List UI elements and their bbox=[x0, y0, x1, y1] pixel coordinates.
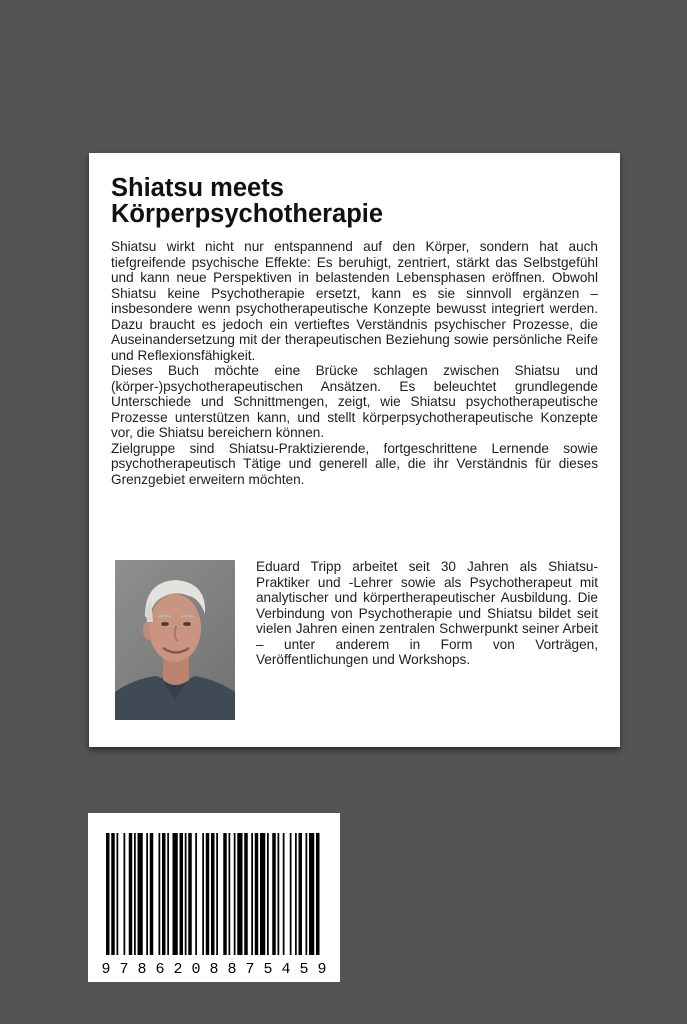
barcode-bar-9 bbox=[159, 833, 161, 955]
barcode-bar-33 bbox=[290, 833, 292, 955]
barcode-bar-16 bbox=[195, 833, 197, 955]
barcode-bar-36 bbox=[306, 833, 308, 955]
barcode-bar-3 bbox=[124, 833, 126, 955]
barcode-bar-24 bbox=[237, 833, 242, 955]
blurb-paragraph-1: Shiatsu wirkt nicht nur entspannend auf den Körper, sondern hat auch tiefgreifende psychische Effekte: Es beruhigt, zentriert, stärkt das Selbstgefühl und kann neue Perspektiven in belastenden Lebensphasen eröffnen. Obwohl Shiatsu keine Psychotherapie ersetzt, kann es sie sinnvoll ergänzen – insbesondere wenn psychotherapeutische Konzepte bewusst integriert werden. Dazu braucht es jedoch ein vertieftes Verständnis psychischer Prozesse, die Auseinandersetzung mit der therapeutischen Beziehung sowie persönliche Reife und Reflexionsfähigkeit. bbox=[111, 239, 598, 363]
author-portrait-illustration bbox=[115, 560, 235, 720]
barcode-bar-28 bbox=[260, 833, 265, 955]
barcode-bar-12 bbox=[173, 833, 178, 955]
barcode-bar-11 bbox=[167, 833, 169, 955]
barcode-bar-25 bbox=[244, 833, 248, 955]
isbn-barcode bbox=[88, 813, 340, 982]
blurb bbox=[111, 239, 598, 487]
barcode-bar-22 bbox=[229, 833, 231, 955]
barcode-bar-15 bbox=[188, 833, 192, 955]
barcode-bar-38 bbox=[316, 833, 320, 955]
barcode-bar-5 bbox=[134, 833, 136, 955]
barcode-bar-6 bbox=[138, 833, 143, 955]
author-bio: Eduard Tripp arbeitet seit 30 Jahren als Shiatsu-Praktiker und -Lehrer sowie als Psychotherapeut mit analytischer und körpertherapeutischer Ausbildung. Die Verbindung von Psychotherapie und Shiatsu bildet seit vielen Jahren einen zentralen Schwerpunkt seiner Arbeit – unter anderem in Form von Vorträgen, Veröffentlichungen und Workshops. bbox=[256, 559, 598, 667]
barcode-bar-7 bbox=[146, 833, 148, 955]
barcode-bar-8 bbox=[150, 833, 154, 955]
book-title bbox=[111, 175, 598, 227]
author-section bbox=[111, 559, 598, 721]
barcode-bar-34 bbox=[295, 833, 297, 955]
barcode-bar-19 bbox=[211, 833, 215, 955]
barcode-bar-32 bbox=[283, 833, 285, 955]
barcode-bar-14 bbox=[185, 833, 187, 955]
barcode-bar-29 bbox=[267, 833, 269, 955]
barcode-graphic bbox=[88, 813, 340, 982]
book-title-line-1: Shiatsu meets bbox=[111, 174, 284, 202]
barcode-bar-31 bbox=[278, 833, 280, 955]
barcode-bar-37 bbox=[309, 833, 314, 955]
blurb-paragraph-3: Zielgruppe sind Shiatsu-Praktizierende, fortgeschrittene Lernende sowie psychotherapeutisch Tätige und generell alle, die ihr Verständnis für dieses Grenzgebiet erweitern möchten. bbox=[111, 440, 598, 487]
barcode-bar-10 bbox=[162, 833, 166, 955]
barcode-bar-20 bbox=[216, 833, 218, 955]
barcode-bar-26 bbox=[251, 833, 253, 955]
barcode-bar-23 bbox=[234, 833, 236, 955]
back-cover-card bbox=[89, 153, 620, 747]
barcode-bar-17 bbox=[202, 833, 204, 955]
barcode-bar-2 bbox=[117, 833, 119, 955]
barcode-bar-27 bbox=[255, 833, 259, 955]
blurb-paragraph-2: Dieses Buch möchte eine Brücke schlagen zwischen Shiatsu und (körper-)psychotherapeutischen Ansätzen. Es beleuchtet grundlegende Unterschiede und Schnittmengen, zeigt, wie Shiatsu psychotherapeutische Prozesse unterstützen kann, und stellt körperpsychotherapeutische Konzepte vor, die Shiatsu bereichern können. bbox=[111, 363, 598, 440]
barcode-bar-0 bbox=[106, 833, 110, 955]
barcode-bar-4 bbox=[129, 833, 133, 955]
barcode-bar-21 bbox=[223, 833, 227, 955]
barcode-bar-1 bbox=[111, 833, 115, 955]
isbn-digits: 9 7 8 6 2 0 8 8 7 5 4 5 9 bbox=[101, 961, 327, 978]
author-photo bbox=[115, 560, 235, 720]
barcode-bar-35 bbox=[299, 833, 303, 955]
barcode-bar-13 bbox=[180, 833, 184, 955]
book-title-line-2: Körperpsychotherapie bbox=[111, 200, 384, 228]
barcode-bar-18 bbox=[206, 833, 210, 955]
barcode-bar-30 bbox=[272, 833, 276, 955]
